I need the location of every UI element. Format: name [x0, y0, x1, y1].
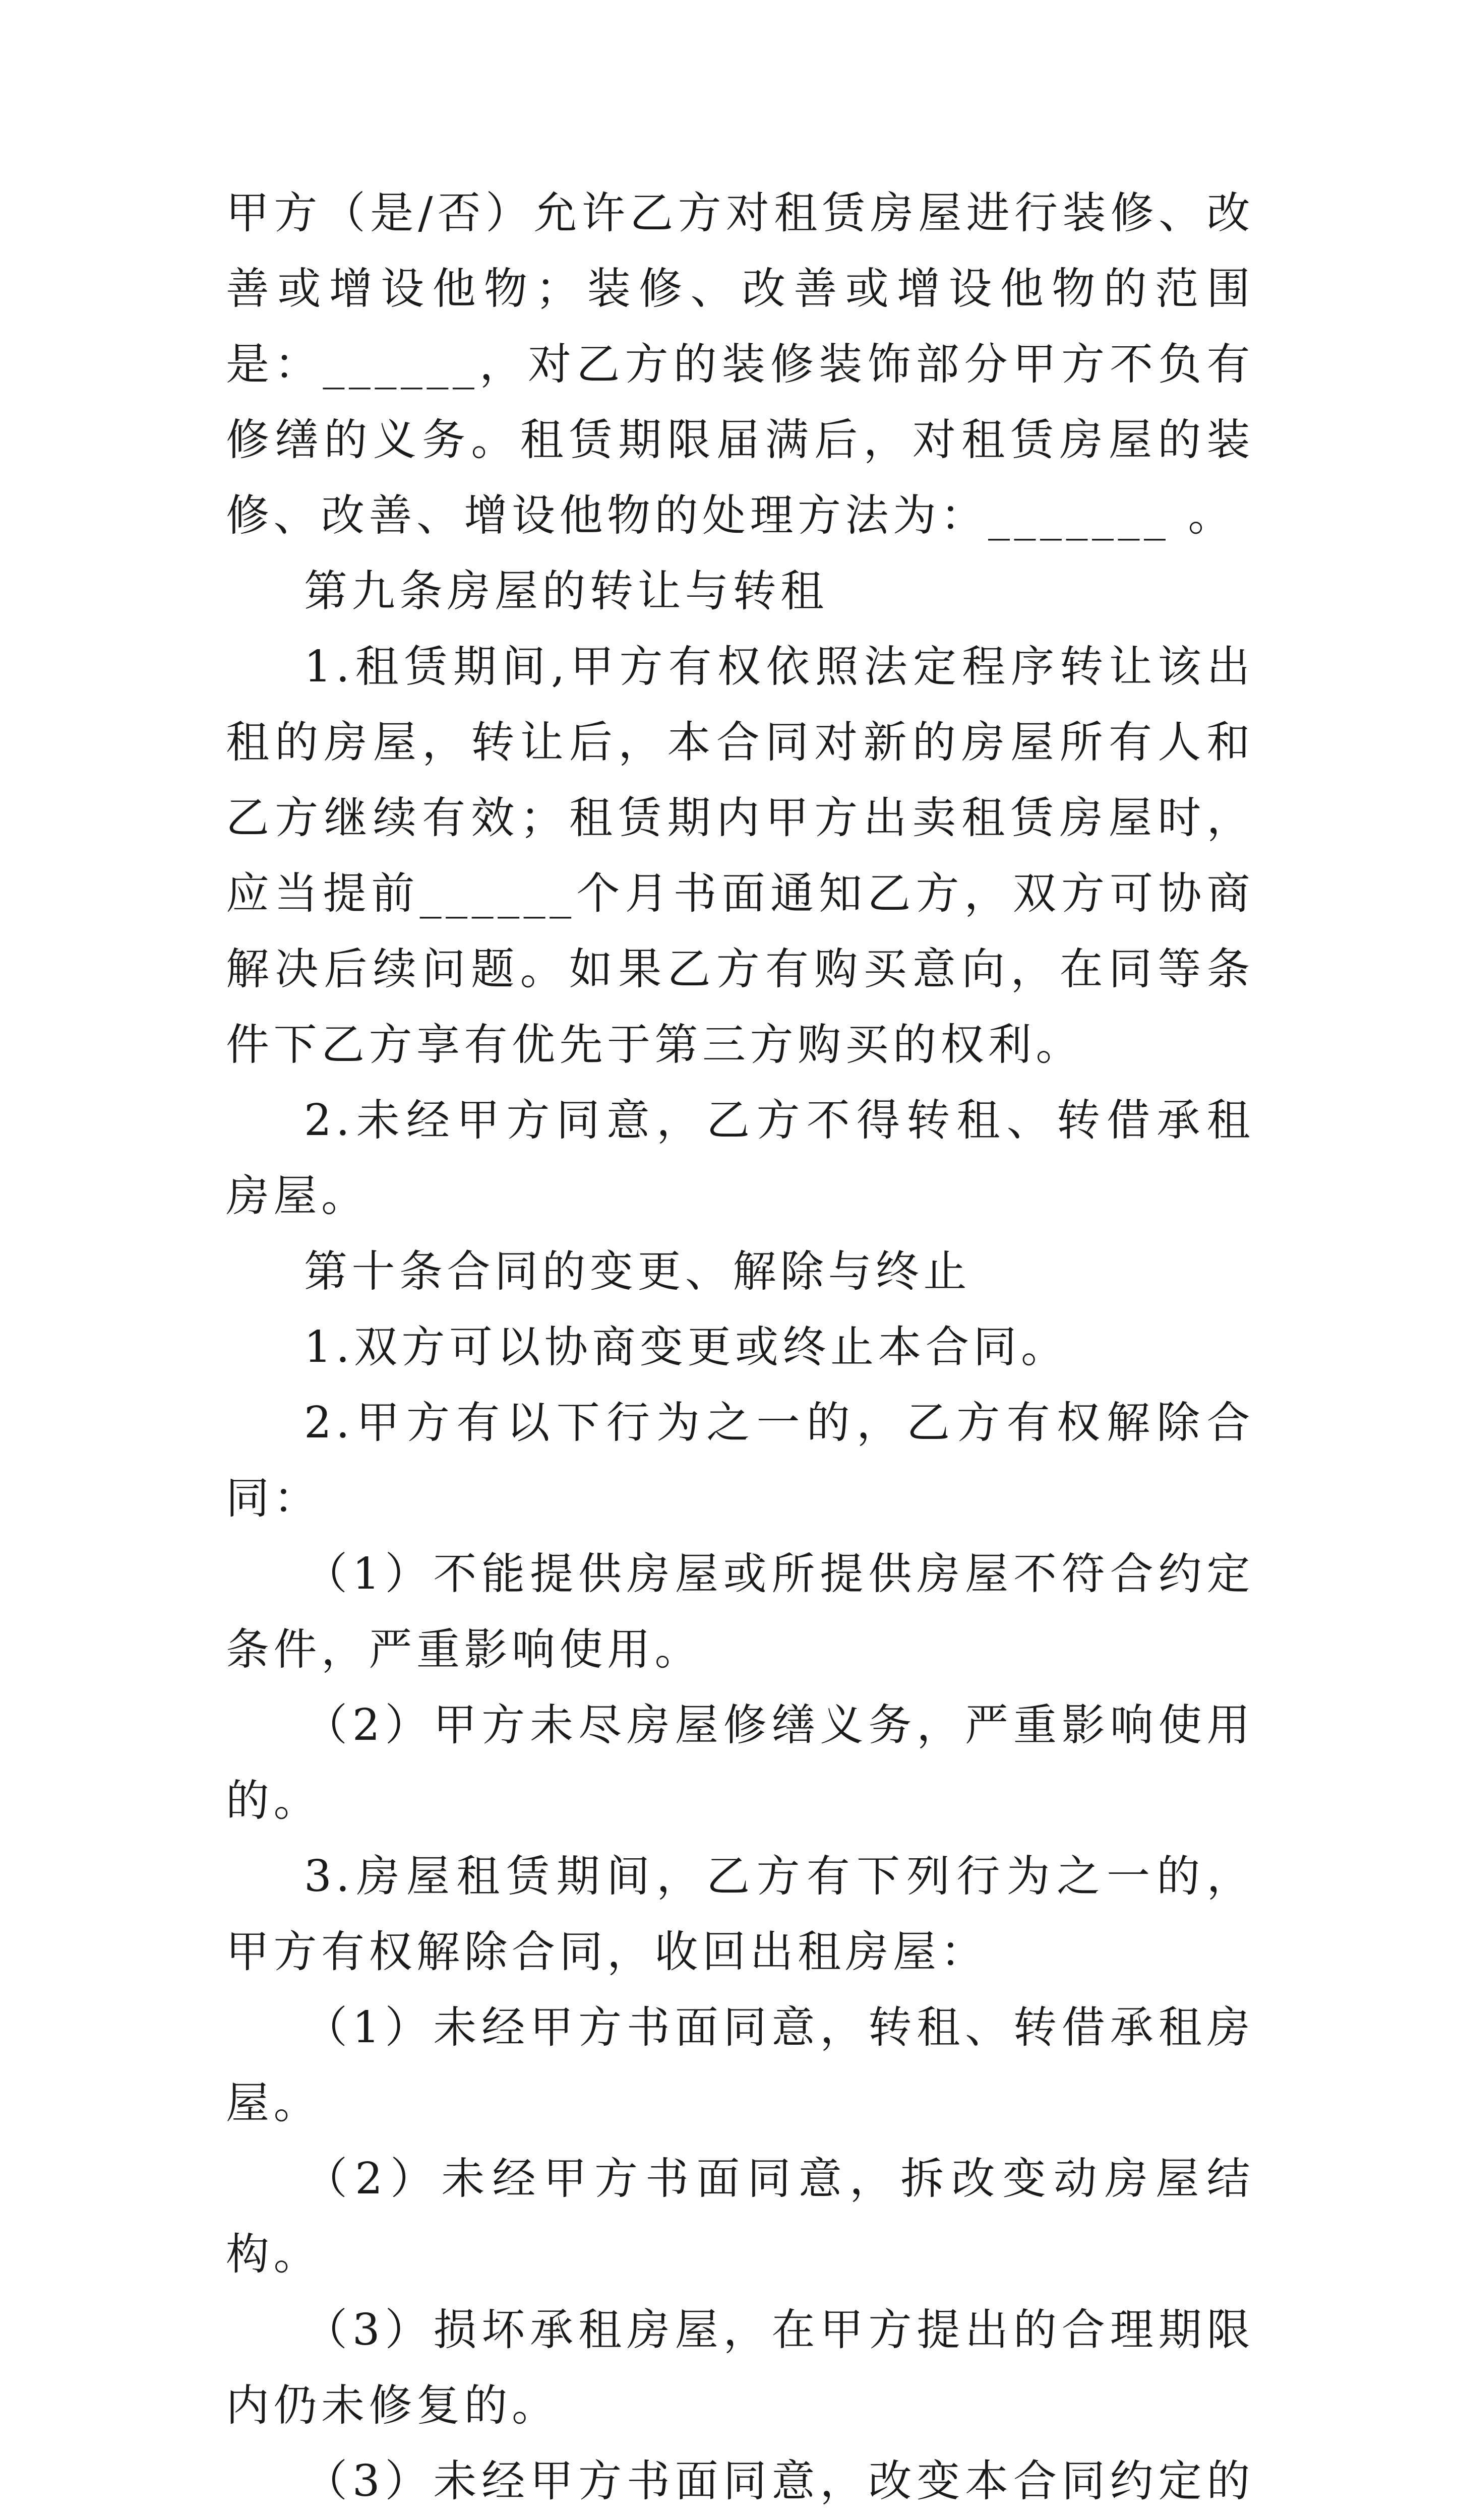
heading-article-10: 第十条合同的变更、解除与终止 — [304, 1246, 971, 1297]
paragraph-article-10-item-1: 1.双方可以协商变更或终止本合同。 — [304, 1322, 1069, 1372]
paragraph-renovation-terms: 甲方（是/否）允许乙方对租赁房屋进行装修、改善或增设他物；装修、改善或增设他物的范围是：______，对乙方的装修装饰部分甲方不负有修缮的义务。租赁期限届满后，对租赁房屋的装修、改善、增设他物的处理方法为：_______ 。 — [226, 188, 1254, 541]
heading-article-9: 第九条房屋的转让与转租 — [304, 566, 828, 616]
paragraph-article-10-item-2: 2.甲方有以下行为之一的，乙方有权解除合同： — [226, 1398, 1254, 1524]
paragraph-article-9-item-2: 2.未经甲方同意，乙方不得转租、转借承租房屋。 — [226, 1095, 1254, 1221]
paragraph-article-10-item-3-sub-2: （2）未经甲方书面同意，拆改变动房屋结构。 — [226, 2154, 1254, 2280]
paragraph-article-9-item-1: 1.租赁期间,甲方有权依照法定程序转让该出租的房屋，转让后，本合同对新的房屋所有人和乙方继续有效；租赁期内甲方出卖租赁房屋时，应当提前______个月书面通知乙方，双方可协商解决后续问题。如果乙方有购买意向，在同等条件下乙方享有优先于第三方购买的权利。 — [226, 642, 1254, 1070]
paragraph-article-10-item-2-sub-1: （1）不能提供房屋或所提供房屋不符合约定条件，严重影响使用。 — [226, 1549, 1254, 1675]
paragraph-article-10-item-3-sub-1: （1）未经甲方书面同意，转租、转借承租房屋。 — [226, 2002, 1254, 2128]
paragraph-article-10-item-3: 3.房屋租赁期间，乙方有下列行为之一的，甲方有权解除合同，收回出租房屋： — [226, 1851, 1254, 1977]
document-page — [226, 175, 1254, 2520]
paragraph-article-10-item-2-sub-2: （2）甲方未尽房屋修缮义务，严重影响使用的。 — [226, 1700, 1254, 1826]
paragraph-article-10-item-3-sub-3b: （3）未经甲方书面同意，改变本合同约定的 — [304, 2456, 1254, 2506]
paragraph-article-10-item-3-sub-3: （3）损坏承租房屋，在甲方提出的合理期限内仍未修复的。 — [226, 2305, 1254, 2431]
